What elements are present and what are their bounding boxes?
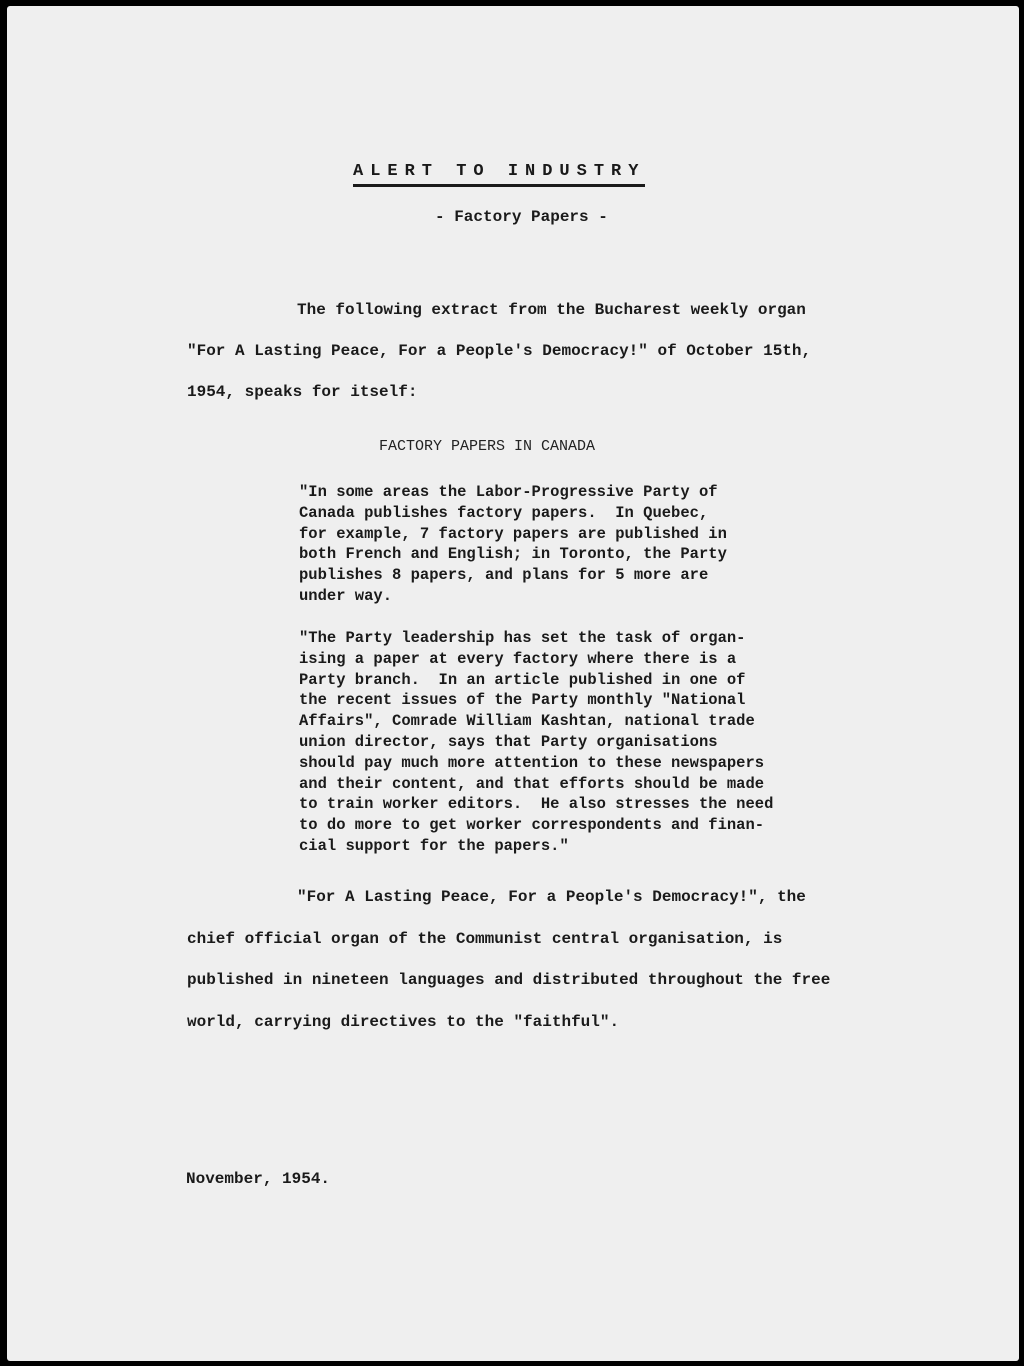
- document-title: ALERT TO INDUSTRY: [353, 162, 645, 187]
- quote-line: "The Party leadership has set the task of organ-: [299, 629, 746, 647]
- closing-paragraph: [187, 877, 887, 1043]
- quote-line: under way.: [299, 586, 393, 605]
- quote-line: publishes 8 papers, and plans for 5 more are: [299, 566, 709, 585]
- intro-paragraph: [187, 290, 867, 413]
- closing-line: "For A Lasting Peace, For a People's Democracy!", the: [297, 888, 806, 906]
- document-subtitle: - Factory Papers -: [435, 208, 608, 226]
- quote-line: the recent issues of the Party monthly "National: [299, 691, 746, 710]
- intro-line: "For A Lasting Peace, For a People's Democracy!" of October 15th,: [187, 342, 812, 360]
- quote-line: should pay much more attention to these newspapers: [299, 753, 765, 772]
- quote-line: for example, 7 factory papers are published in: [299, 524, 727, 543]
- closing-line: world, carrying directives to the "faithful".: [187, 1012, 620, 1031]
- quote-line: ising a paper at every factory where there is a: [299, 649, 737, 668]
- quote-line: to train worker editors. He also stresses the need: [299, 795, 774, 814]
- quote-line: "In some areas the Labor-Progressive Party of: [299, 483, 718, 501]
- quote-line: to do more to get worker correspondents and finan-: [299, 816, 765, 835]
- quote-paragraph-1: [299, 482, 727, 607]
- quote-line: Affairs", Comrade William Kashtan, national trade: [299, 712, 755, 731]
- document-date: November, 1954.: [186, 1170, 331, 1188]
- quote-line: Canada publishes factory papers. In Quebec,: [299, 503, 709, 522]
- closing-line: published in nineteen languages and distributed throughout the free: [187, 971, 831, 989]
- quote-line: and their content, and that efforts should be made: [299, 774, 765, 793]
- closing-line: chief official organ of the Communist central organisation, is: [187, 929, 783, 948]
- intro-line: The following extract from the Bucharest weekly organ: [297, 301, 806, 319]
- document-page: [7, 6, 1019, 1361]
- quote-line: union director, says that Party organisations: [299, 732, 718, 751]
- quote-line: cial support for the papers.": [299, 836, 569, 855]
- quote-line: both French and English; in Toronto, the Party: [299, 545, 727, 564]
- quote-paragraph-2: [299, 628, 773, 857]
- intro-line: 1954, speaks for itself:: [187, 383, 418, 401]
- extract-heading: FACTORY PAPERS IN CANADA: [379, 438, 596, 455]
- quote-line: Party branch. In an article published in one of: [299, 670, 746, 689]
